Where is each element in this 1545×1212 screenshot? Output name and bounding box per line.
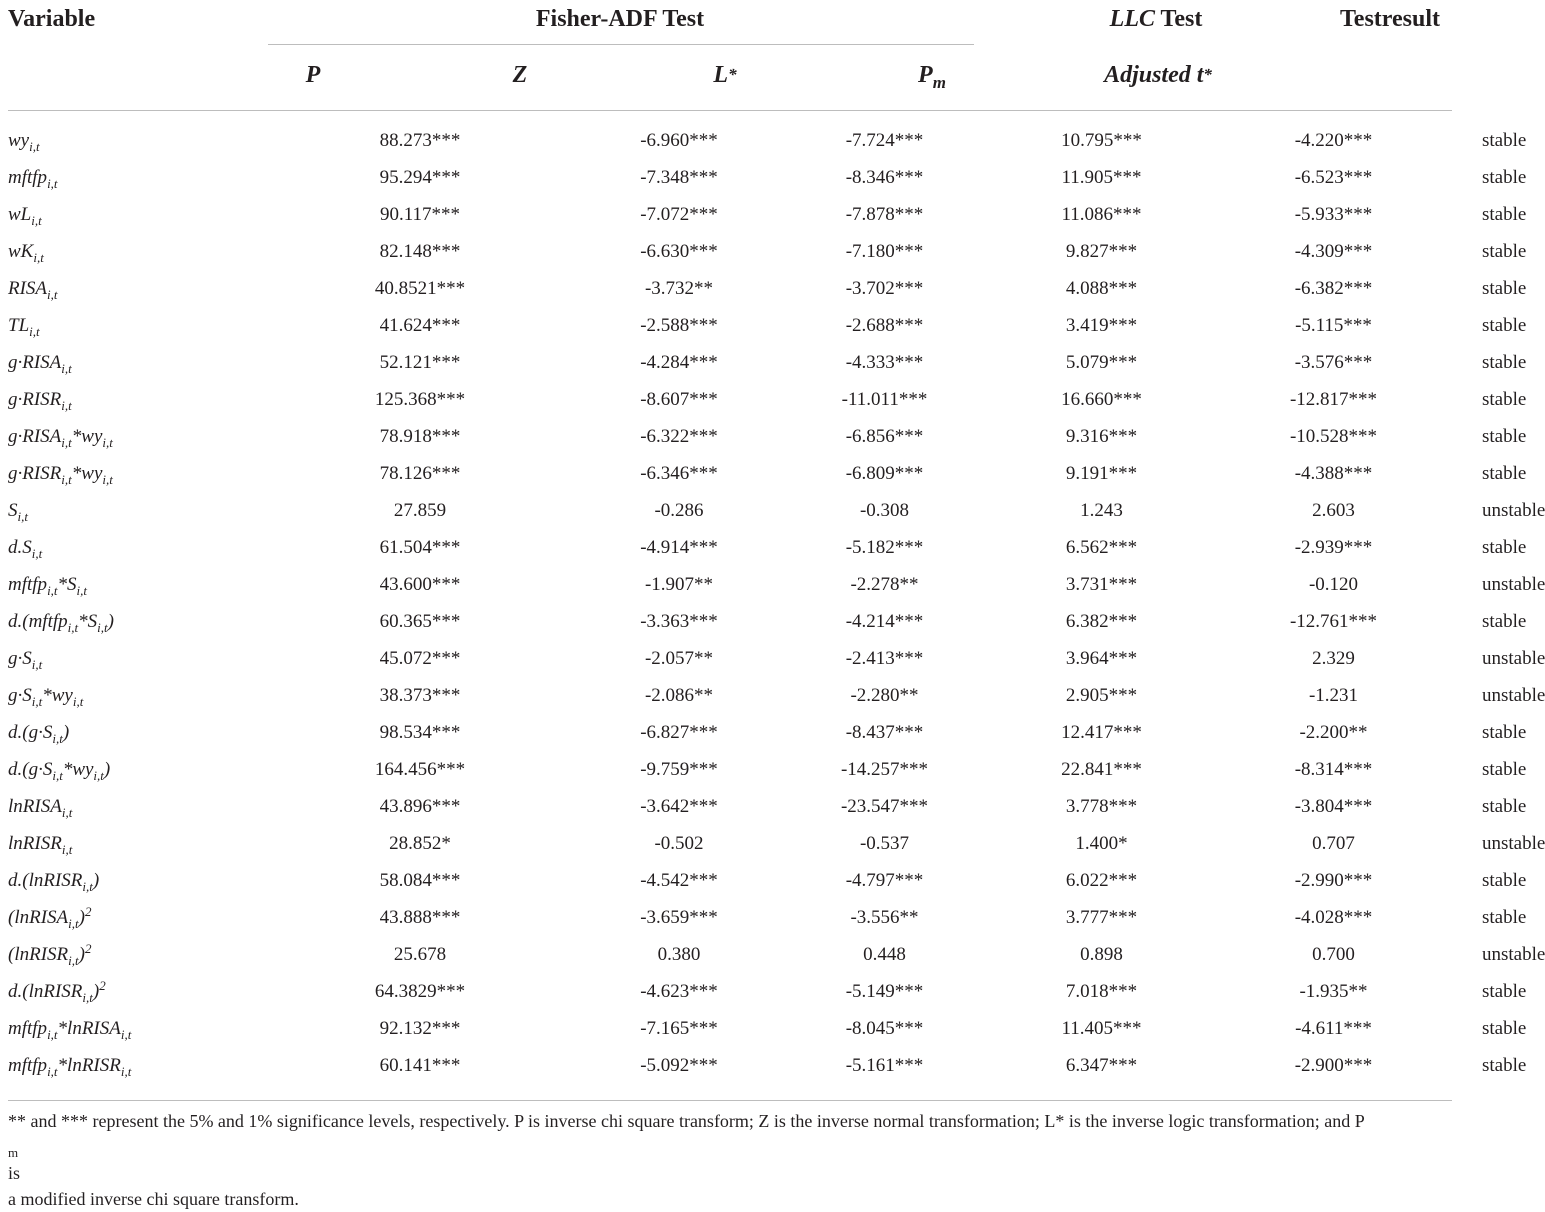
header-pm-subscript: m [932,73,946,92]
adjusted-t-value: -4.611*** [1295,1017,1372,1039]
z-value: -4.623*** [640,980,718,1002]
variable-subscript: i,t [102,434,113,450]
variable-name [8,788,263,825]
p-value: 43.896*** [379,795,461,817]
variable-text: ) [78,906,85,928]
variable-text: ) [78,943,85,965]
l-star-value: -0.308 [859,499,910,521]
variable-name [8,307,263,344]
variable-name [8,714,263,751]
header-llc-test [1110,4,1203,34]
variable-text: g·RISA [8,351,62,373]
variable-name [8,825,263,862]
variable-text: *wy [71,425,103,447]
p-value: 38.373*** [379,684,461,706]
p-value: 164.456*** [374,758,466,780]
table-row: d.(lnRISR$_{i,t}$)$^2$ 64.3829*** -4.623*** -5.149*** 7.018*** -1.935** stable [8,973,1452,1010]
pm-value: 3.777*** [1065,906,1138,928]
table-row: lnRISR$_{i,t}$ 28.852* -0.502 -0.537 1.400* 0.707 unstable [8,825,1452,862]
l-star-value: -23.547*** [840,795,929,817]
p-value: 52.121*** [379,351,461,373]
pm-value: 0.898 [1080,943,1123,965]
pm-value: 11.405*** [1061,1017,1142,1039]
z-value: -5.092*** [640,1054,718,1076]
pm-value: 9.827*** [1065,240,1138,262]
unit-root-test-table [8,122,1545,1084]
l-star-value: -2.688*** [845,314,924,336]
adjusted-t-value: -5.933*** [1294,203,1373,225]
table-row: (lnRISR$_{i,t}$)$^2$ 25.678 0.380 0.448 0.898 0.700 unstable [8,936,1452,973]
variable-name [8,455,263,492]
z-value: -9.759*** [640,758,718,780]
pm-value: 12.417*** [1061,721,1142,743]
variable-subscript: i,t [72,693,84,709]
p-value: 58.084*** [379,869,461,891]
p-value: 125.368*** [374,388,466,410]
adjusted-t-value: -3.804*** [1294,795,1373,817]
pm-value: 9.316*** [1065,425,1138,447]
l-star-value: -4.214*** [845,610,924,632]
variable-text: *lnRISA [57,1017,121,1039]
l-star-value: -5.149*** [845,980,924,1002]
l-star-value: -6.856*** [845,425,924,447]
footnote-text-b: is [8,1163,21,1183]
variable-superscript: 2 [99,977,106,993]
table-row: $d.(g\cdot S_{i,t}*wy_{i,t})$ 164.456*** -9.759*** -14.257*** 22.841*** -8.314*** stable [8,751,1452,788]
adjusted-t-value: -3.576*** [1294,351,1373,373]
header-l-letter: L [713,62,729,88]
l-star-value: -7.878*** [845,203,924,225]
pm-value: 3.419*** [1065,314,1138,336]
variable-text: (lnRISR [8,943,69,965]
variable-text: d.(lnRISR [8,869,83,891]
header-fisher-adf-test: Fisher-ADF Test [535,6,705,32]
header-testresult: Testresult [1340,6,1441,32]
variable-subscript: i,t [97,619,108,635]
table-row: $g\cdot RISR_{i,t}*wy_{i,t}$ 78.126*** -6.346*** -6.809*** 9.191*** -4.388*** stable [8,455,1452,492]
table-row: lnRISA$_{i,t}$ 43.896*** -3.642*** -23.547*** 3.778*** -3.804*** stable [8,788,1452,825]
z-value: -6.960*** [640,129,718,151]
variable-name [8,196,263,233]
p-value: 92.132*** [379,1017,461,1039]
footnote-line-2: a modified inverse chi square transform. [8,1189,299,1209]
pm-value: 11.086*** [1061,203,1142,225]
l-star-value: -8.045*** [845,1017,924,1039]
pm-value: 6.022*** [1065,869,1138,891]
header-z: Z [512,62,528,88]
adjusted-t-value: -4.309*** [1294,240,1373,262]
z-value: -7.348*** [640,166,718,188]
variable-text: mftfp [8,166,48,188]
variable-text: d.(g·S [8,758,53,780]
variable-text: g·RISR [8,462,62,484]
variable-subscript: i,t [29,323,40,339]
pm-value: 7.018*** [1065,980,1138,1002]
variable-name [8,677,263,714]
adjusted-t-value: 2.329 [1312,647,1355,669]
table-row: $wK_{i,t}$ 82.148*** -6.630*** -7.180*** 9.827*** -4.309*** stable [8,233,1452,270]
z-value: -2.057** [644,647,714,669]
variable-text: ) [107,610,114,632]
variable-name [8,344,263,381]
adjusted-t-value: -12.817*** [1289,388,1378,410]
variable-name [8,1047,263,1084]
adjusted-t-value: -6.382*** [1294,277,1373,299]
variable-subscript: i,t [17,508,28,524]
adjusted-t-value: -4.220*** [1294,129,1373,151]
table-row: mftfp$_{i,t}$*lnRISA$_{i,t}$ 92.132*** -7.165*** -8.045*** 11.405*** -4.611*** stable [8,1010,1452,1047]
variable-text: mftfp [8,1017,48,1039]
table-row: $wy_{i,t}$ 88.273*** -6.960*** -7.724*** 10.795*** -4.220*** stable [8,122,1452,159]
pm-value: 1.243 [1080,499,1123,521]
pm-value: 11.905*** [1061,166,1142,188]
variable-text: d.(g·S [8,721,53,743]
adjusted-t-value: -2.990*** [1294,869,1373,891]
variable-text: g·S [8,647,32,669]
variable-text: d.(mftfp [8,610,68,632]
variable-name [8,381,263,418]
variable-superscript: 2 [84,903,92,919]
variable-text: *wy [62,758,94,780]
variable-subscript: i,t [31,212,42,228]
p-value: 60.365*** [379,610,461,632]
adjusted-t-value: 0.700 [1312,943,1355,965]
z-value: -1.907** [644,573,714,595]
variable-subscript: i,t [52,767,63,783]
variable-text: g·RISR [8,388,62,410]
variable-text: d.S [8,536,32,558]
p-value: 78.126*** [379,462,461,484]
z-value: -3.659*** [640,906,718,928]
header-l-star-mark: * [728,65,737,84]
variable-text: lnRISR [8,832,62,854]
variable-name [8,603,263,640]
variable-subscript: i,t [61,397,72,413]
table-footnote [8,1108,1452,1212]
adjusted-t-value: -8.314*** [1294,758,1373,780]
variable-subscript: i,t [47,582,58,598]
table-row: $g\cdot RISR_{i,t}$ 125.368*** -8.607*** -11.011*** 16.660*** -12.817*** stable [8,381,1452,418]
variable-text: wy [8,129,30,151]
table-row: (lnRISA$_{i,t}$)$^2$ 43.888*** -3.659*** -3.556** 3.777*** -4.028*** stable [8,899,1452,936]
p-value: 82.148*** [379,240,461,262]
table-row: $g\cdot RISA_{i,t}$ 52.121*** -4.284*** -4.333*** 5.079*** -3.576*** stable [8,344,1452,381]
l-star-value: -0.537 [859,832,910,854]
p-value: 61.504*** [379,536,461,558]
variable-text: *S [57,573,77,595]
variable-subscript: i,t [61,360,72,376]
variable-text: mftfp [8,1054,48,1076]
p-value: 25.678 [393,943,447,965]
z-value: -6.630*** [640,240,718,262]
adjusted-t-value: -2.900*** [1294,1054,1373,1076]
pm-value: 3.778*** [1065,795,1138,817]
variable-text: g·S [8,684,32,706]
pm-value: 6.347*** [1065,1054,1138,1076]
p-value: 43.888*** [379,906,461,928]
z-value: 0.380 [657,943,701,965]
table-row: $S_{i,t}$ 27.859 -0.286 -0.308 1.243 2.603 unstable [8,492,1452,529]
variable-text: *lnRISR [57,1054,121,1076]
p-value: 78.918*** [379,425,461,447]
variable-name [8,529,263,566]
adjusted-t-value: -2.939*** [1294,536,1373,558]
z-value: -3.363*** [640,610,718,632]
l-star-value: -2.413*** [845,647,924,669]
header-bottom-rule [8,110,1452,111]
l-star-value: 0.448 [863,943,906,965]
header-llc-label: LLC [1109,6,1155,32]
adjusted-t-value: -0.120 [1308,573,1359,595]
pm-value: 3.964*** [1065,647,1138,669]
adjusted-t-value: -2.200** [1299,721,1368,743]
variable-subscript: i,t [61,434,72,450]
z-value: -4.914*** [640,536,718,558]
table-row: $g\cdot S_{i,t}$ 45.072*** -2.057** -2.413*** 3.964*** 2.329 unstable [8,640,1452,677]
p-value: 64.3829*** [374,980,466,1002]
variable-name [8,1010,263,1047]
variable-text: *wy [42,684,73,706]
l-star-value: -4.333*** [845,351,924,373]
variable-superscript: 2 [84,940,92,956]
header-variable: Variable [8,6,96,32]
adjusted-t-value: 2.603 [1312,499,1355,521]
z-value: -4.542*** [640,869,718,891]
variable-subscript: i,t [102,471,113,487]
l-star-value: -2.278** [850,573,919,595]
adjusted-t-value: -6.523*** [1294,166,1373,188]
header-adjusted-star: * [1203,65,1212,84]
variable-text: wL [8,203,32,225]
l-star-value: -2.280** [850,684,919,706]
table-body [8,122,1545,1084]
table-row: d.(lnRISR$_{i,t}$) 58.084*** -4.542*** -4.797*** 6.022*** -2.990*** stable [8,862,1452,899]
variable-text: S [8,499,18,521]
l-star-value: -4.797*** [845,869,924,891]
table-row: $g\cdot RISA_{i,t}*wy_{i,t}$ 78.918*** -6.322*** -6.856*** 9.316*** -10.528*** stable [8,418,1452,455]
variable-text: (lnRISA [8,906,69,928]
footnote-line-1 [8,1108,1452,1186]
p-value: 40.8521*** [374,277,466,299]
pm-value: 6.562*** [1065,536,1138,558]
table-row: $d.(g\cdot S_{i,t})$ 98.534*** -6.827*** -8.437*** 12.417*** -2.200** stable [8,714,1452,751]
table-row: $RISA_{i,t}$ 40.8521*** -3.732** -3.702*** 4.088*** -6.382*** stable [8,270,1452,307]
variable-subscript: i,t [120,1063,132,1079]
variable-subscript: i,t [93,767,104,783]
adjusted-t-value: -10.528*** [1289,425,1378,447]
variable-text: *S [78,610,98,632]
variable-subscript: i,t [82,878,93,894]
p-value: 41.624*** [379,314,461,336]
header-adjusted-label: Adjusted t [1104,62,1204,88]
pm-value: 9.191*** [1065,462,1138,484]
table-row: $wL_{i,t}$ 90.117*** -7.072*** -7.878*** 11.086*** -5.933*** stable [8,196,1452,233]
variable-name [8,270,263,307]
z-value: -6.322*** [640,425,718,447]
table-row: $d.(mftfp_{i,t}*S_{i,t})$ 60.365*** -3.363*** -4.214*** 6.382*** -12.761*** stable [8,603,1452,640]
variable-text: d.(lnRISR [8,980,83,1002]
header-p: P [305,62,321,88]
footnote-text-a: ** and *** represent the 5% and 1% significance levels, respectively. P is inverse chi square transform; Z is the inverse normal transformation; L* is the inverse logic transformation; and P [8,1111,1365,1131]
variable-text: wK [8,240,34,262]
p-value: 45.072*** [379,647,461,669]
pm-value: 2.905*** [1065,684,1138,706]
variable-name [8,899,263,936]
adjusted-t-value: -4.028*** [1294,906,1373,928]
variable-subscript: i,t [61,841,73,857]
variable-subscript: i,t [61,804,73,820]
table-row: mftfp$_{i,t}$*lnRISR$_{i,t}$ 60.141*** -5.092*** -5.161*** 6.347*** -2.900*** stable [8,1047,1452,1084]
fisher-adf-group-rule [268,44,974,45]
variable-name [8,751,263,788]
z-value: -7.072*** [640,203,718,225]
z-value: -3.732** [644,277,714,299]
l-star-value: -8.346*** [845,166,924,188]
variable-text: ) [92,980,100,1002]
l-star-value: -7.180*** [845,240,924,262]
pm-value: 1.400* [1075,832,1128,854]
variable-subscript: i,t [47,1026,58,1042]
variable-text: g·RISA [8,425,62,447]
pm-value: 4.088*** [1065,277,1138,299]
pm-value: 22.841*** [1061,758,1142,780]
z-value: -6.346*** [640,462,718,484]
pm-value: 6.382*** [1065,610,1138,632]
variable-name [8,640,263,677]
variable-subscript: i,t [47,1063,58,1079]
variable-text: *wy [71,462,103,484]
variable-name [8,418,263,455]
variable-subscript: i,t [47,175,58,191]
variable-subscript: i,t [31,656,43,672]
table-bottom-rule [8,1100,1452,1101]
variable-subscript: i,t [31,545,43,561]
footnote-pm-subscript: m [8,1145,19,1160]
p-value: 98.534*** [379,721,461,743]
pm-value: 16.660*** [1061,388,1142,410]
pm-value: 3.731*** [1065,573,1138,595]
variable-text: ) [92,869,100,891]
variable-name [8,492,263,529]
l-star-value: -14.257*** [840,758,929,780]
z-value: -3.642*** [640,795,718,817]
header-l-star [713,60,736,90]
variable-subscript: i,t [68,952,79,968]
variable-name [8,122,263,159]
variable-subscript: i,t [68,915,79,931]
p-value: 28.852* [389,832,451,854]
pm-value: 10.795*** [1061,129,1142,151]
p-value: 88.273*** [379,129,461,151]
table-row: $TL_{i,t}$ 41.624*** -2.588*** -2.688*** 3.419*** -5.115*** stable [8,307,1452,344]
z-value: -4.284*** [640,351,718,373]
adjusted-t-value: -12.761*** [1289,610,1378,632]
variable-text: lnRISA [8,795,62,817]
variable-subscript: i,t [61,471,72,487]
variable-subscript: i,t [31,693,43,709]
z-value: -6.827*** [640,721,718,743]
variable-text: TL [8,314,30,336]
variable-subscript: i,t [82,989,93,1005]
table-row: $d.S_{i,t}$ 61.504*** -4.914*** -5.182*** 6.562*** -2.939*** stable [8,529,1452,566]
z-value: -2.086** [644,684,714,706]
variable-name [8,862,263,899]
variable-text: ) [103,758,111,780]
variable-subscript: i,t [67,619,79,635]
l-star-value: -5.182*** [845,536,924,558]
variable-name [8,159,263,196]
variable-subscript: i,t [52,730,63,746]
header-adjusted-t [1104,60,1212,90]
l-star-value: -3.702*** [845,277,924,299]
l-star-value: -6.809*** [845,462,924,484]
adjusted-t-value: -4.388*** [1294,462,1373,484]
z-value: -0.502 [654,832,704,854]
l-star-value: -5.161*** [845,1054,924,1076]
variable-text: ) [62,721,70,743]
l-star-value: -7.724*** [845,129,924,151]
variable-subscript: i,t [29,138,40,154]
z-value: -2.588*** [640,314,718,336]
variable-text: mftfp [8,573,48,595]
variable-subscript: i,t [33,249,44,265]
variable-subscript: i,t [120,1026,132,1042]
table-row: $g\cdot S_{i,t}*wy_{i,t}$ 38.373*** -2.086** -2.280** 2.905*** -1.231 unstable [8,677,1452,714]
l-star-value: -3.556** [850,906,919,928]
adjusted-t-value: -1.935** [1299,980,1368,1002]
variable-name [8,233,263,270]
header-pm [918,60,946,90]
pm-value: 5.079*** [1065,351,1138,373]
table-row: $mftfp_{i,t}*S_{i,t}$ 43.600*** -1.907** -2.278** 3.731*** -0.120 unstable [8,566,1452,603]
adjusted-t-value: -1.231 [1308,684,1359,706]
variable-subscript: i,t [76,582,88,598]
table-row: mftfp$_{i,t}$ 95.294*** -7.348*** -8.346*** 11.905*** -6.523*** stable [8,159,1452,196]
variable-name [8,973,263,1010]
p-value: 95.294*** [379,166,461,188]
header-llc-test-word: Test [1154,6,1203,32]
z-value: -8.607*** [640,388,718,410]
variable-name [8,936,263,973]
adjusted-t-value: 0.707 [1312,832,1355,854]
z-value: -0.286 [654,499,704,521]
l-star-value: -8.437*** [845,721,924,743]
p-value: 43.600*** [379,573,461,595]
p-value: 60.141*** [379,1054,461,1076]
variable-text: RISA [8,277,48,299]
p-value: 90.117*** [379,203,461,225]
adjusted-t-value: -5.115*** [1295,314,1372,336]
variable-name [8,566,263,603]
l-star-value: -11.011*** [841,388,928,410]
header-pm-letter: P [918,62,933,88]
p-value: 27.859 [393,499,447,521]
z-value: -7.165*** [640,1017,718,1039]
variable-subscript: i,t [47,286,58,302]
